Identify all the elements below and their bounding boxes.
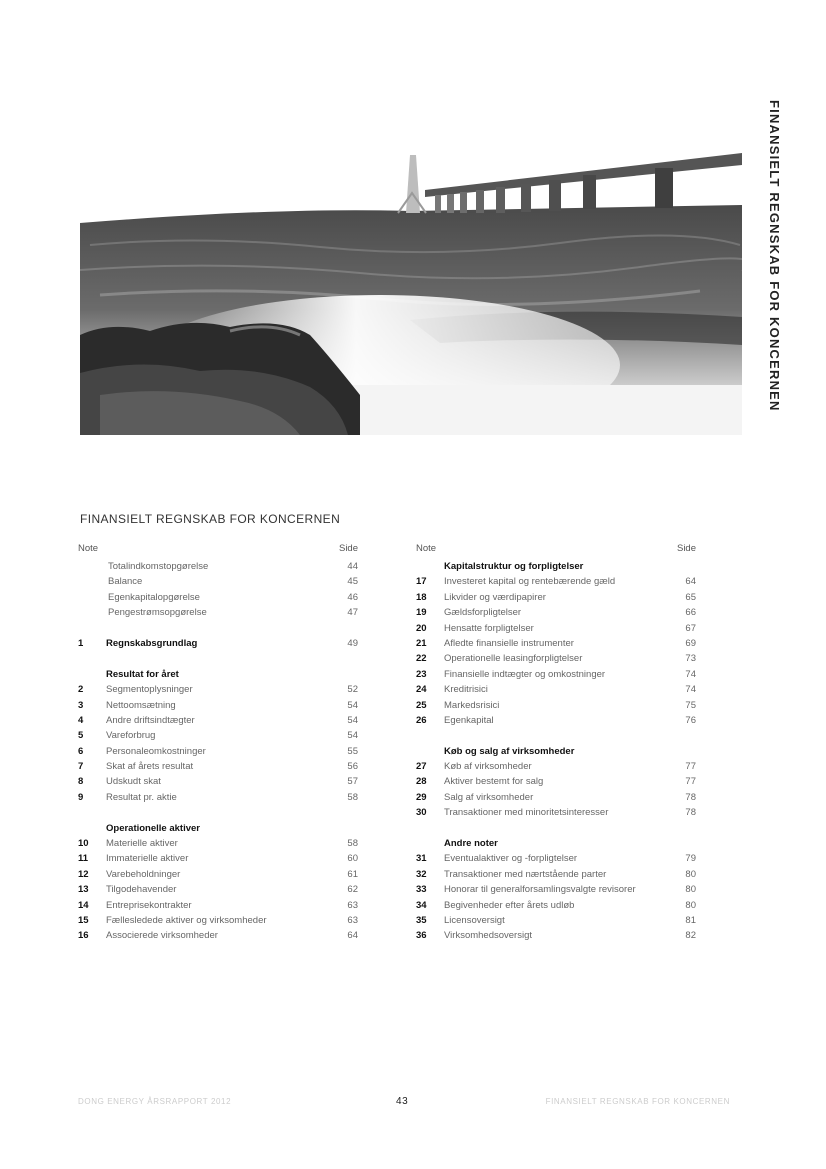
toc-section-heading [78,636,358,651]
page-number: 75 [685,699,696,711]
toc-entry [416,790,696,805]
toc-entry [78,590,358,605]
note-number: 21 [416,637,427,649]
entry-label: Virksomhedsoversigt [444,930,533,942]
note-number: 27 [416,761,427,773]
toc-entry [78,728,358,743]
page-number: 63 [347,914,358,926]
entry-label: Aktiver bestemt for salg [444,776,544,788]
entry-label: Nettoomsætning [106,699,176,711]
toc-column-right [416,543,696,944]
page-number: 45 [347,576,358,588]
toc-entry [78,759,358,774]
entry-label: Associerede virksomheder [106,930,218,942]
toc-entry [416,713,696,728]
toc-section-heading [78,667,358,682]
toc-entry [416,882,696,897]
toc-entry [416,621,696,636]
entry-label: Operationelle leasingforpligtelser [444,653,583,665]
toc-entry [416,636,696,651]
note-number: 24 [416,684,427,696]
footer-section-title: FINANSIELT REGNSKAB FOR KONCERNEN [545,1097,730,1106]
note-header: Note [78,543,99,554]
page-number: 78 [685,807,696,819]
entry-label: Materielle aktiver [106,838,178,850]
note-number: 19 [416,607,427,619]
note-number: 17 [416,576,427,588]
entry-label: Transaktioner med nærtstående parter [444,868,607,880]
page-number: 64 [685,576,696,588]
toc-entry [78,559,358,574]
page-number: 65 [685,591,696,603]
note-number: 10 [78,838,89,850]
note-number: 28 [416,776,427,788]
page-header: Side [338,543,358,554]
toc-entry [78,836,358,851]
toc-entry [78,774,358,789]
page-number: 76 [685,714,696,726]
page-number: 54 [347,730,358,742]
toc-entry [78,851,358,866]
toc-entry [416,682,696,697]
column-header [416,543,696,559]
column-header [78,543,358,559]
entry-label: Personaleomkostninger [106,745,206,757]
page-number: 63 [347,899,358,911]
page-number: 80 [685,899,696,911]
page-number: 73 [685,653,696,665]
toc-entry [78,698,358,713]
page-number: 49 [347,637,358,649]
entry-label: Resultat pr. aktie [106,791,177,803]
entry-label: Finansielle indtægter og omkostninger [444,668,606,680]
entry-label: Resultat for året [106,668,179,680]
page-number: 80 [685,884,696,896]
entry-label: Køb af virksomheder [444,761,532,773]
entry-label: Licensoversigt [444,914,505,926]
note-number: 7 [78,761,84,773]
page-number: 64 [347,930,358,942]
page-number: 82 [685,930,696,942]
toc-entry [78,882,358,897]
page-number: 77 [685,776,696,788]
page-number: 54 [347,714,358,726]
note-number: 32 [416,868,427,880]
note-number: 16 [78,930,89,942]
note-number: 6 [78,745,84,757]
note-header: Note [416,543,437,554]
note-number: 4 [78,714,84,726]
page-number: 81 [685,914,696,926]
toc-entry [416,867,696,882]
page-number: 69 [685,637,696,649]
toc-entry [416,913,696,928]
toc-entry [416,774,696,789]
toc-entry [78,790,358,805]
note-number: 1 [78,637,84,649]
note-number: 31 [416,853,427,865]
entry-label: Regnskabsgrundlag [106,637,198,649]
note-number: 36 [416,930,427,942]
page-number: 52 [347,684,358,696]
note-number: 11 [78,853,89,865]
note-number: 2 [78,684,84,696]
entry-label: Immaterielle aktiver [106,853,189,865]
page-number: 78 [685,791,696,803]
page-number: 62 [347,884,358,896]
note-number: 35 [416,914,427,926]
toc-entry [78,605,358,620]
entry-label: Eventualaktiver og -forpligtelser [444,853,578,865]
page-number: 74 [685,668,696,680]
entry-label: Andre noter [444,838,498,850]
entry-label: Likvider og værdipapirer [444,591,546,603]
note-number: 15 [78,914,89,926]
entry-label: Gældsforpligtelser [444,607,522,619]
note-number: 23 [416,668,427,680]
toc-spacer [78,621,358,636]
page-number: 54 [347,699,358,711]
page-number: 56 [347,761,358,773]
toc-entry [78,898,358,913]
toc-entry [416,651,696,666]
note-number: 9 [78,791,84,803]
entry-label: Operationelle aktiver [106,822,200,834]
note-number: 3 [78,699,84,711]
toc-entry [78,744,358,759]
toc-entry [78,913,358,928]
entry-label: Varebeholdninger [106,868,181,880]
note-number: 33 [416,884,427,896]
page-header: Side [676,543,696,554]
toc-entry [78,867,358,882]
footer-page-number: 43 [396,1096,409,1107]
note-number: 29 [416,791,427,803]
note-number: 20 [416,622,427,634]
note-number: 13 [78,884,89,896]
entry-label: Markedsrisici [444,699,500,711]
toc-section-heading [416,836,696,851]
entry-label: Skat af årets resultat [106,761,194,773]
entry-label: Udskudt skat [106,776,161,788]
note-number: 34 [416,899,427,911]
entry-label: Egenkapitalopgørelse [108,591,200,603]
toc-entry [416,805,696,820]
note-number: 22 [416,653,427,665]
page-number: 58 [347,838,358,850]
page-number: 47 [347,607,358,619]
note-number: 18 [416,591,427,603]
footer-report-title: DONG ENERGY ÅRSRAPPORT 2012 [78,1097,232,1106]
toc-entry [416,605,696,620]
entry-label: Andre driftsindtægter [106,714,195,726]
toc-section-heading [78,821,358,836]
entry-label: Entreprisekontrakter [106,899,192,911]
page-number: 58 [347,791,358,803]
toc-entry [416,898,696,913]
entry-label: Balance [108,576,143,588]
entry-label: Salg af virksomheder [444,791,534,803]
toc-entry [416,851,696,866]
toc-spacer [78,805,358,820]
toc-entry [416,590,696,605]
note-number: 5 [78,730,84,742]
entry-label: Investeret kapital og rentebærende gæld [444,576,616,588]
page-number: 61 [347,868,358,880]
page-number: 77 [685,761,696,773]
entry-label: Egenkapital [444,714,494,726]
entry-label: Kapitalstruktur og forpligtelser [444,561,584,572]
page-number: 79 [685,853,696,865]
entry-label: Vareforbrug [106,730,156,742]
toc-entry [78,928,358,943]
toc-section-heading [416,744,696,759]
toc-spacer [416,821,696,836]
page-number: 66 [685,607,696,619]
entry-label: Hensatte forpligtelser [444,622,534,634]
entry-label: Honorar til generalforsamlingsvalgte revisorer [444,884,636,896]
toc-spacer [416,728,696,743]
toc-entry [78,574,358,589]
entry-label: Segmentoplysninger [106,684,193,696]
toc-entry [416,698,696,713]
entry-label: Tilgodehavender [106,884,177,896]
entry-label: Afledte finansielle instrumenter [444,637,574,649]
toc-section-heading [416,559,696,574]
toc-entry [78,713,358,728]
toc-entry [416,667,696,682]
toc-heading: FINANSIELT REGNSKAB FOR KONCERNEN [80,512,341,526]
page-number: 67 [685,622,696,634]
toc-entry [78,682,358,697]
entry-label: Totalindkomstopgørelse [108,561,209,572]
bridge-sea-photo [80,95,742,435]
note-number: 8 [78,776,84,788]
toc-spacer [78,651,358,666]
vertical-section-title: FINANSIELT REGNSKAB FOR KONCERNEN [767,100,782,412]
page-number: 80 [685,868,696,880]
page-number: 60 [347,853,358,865]
note-number: 30 [416,807,427,819]
page-number: 46 [347,591,358,603]
toc-entry [416,574,696,589]
toc-entry [416,759,696,774]
page-number: 57 [347,776,358,788]
page-number: 44 [347,561,358,572]
page-number: 74 [685,684,696,696]
toc-entry [416,928,696,943]
entry-label: Transaktioner med minoritetsinteresser [444,807,609,819]
note-number: 14 [78,899,89,911]
note-number: 12 [78,868,89,880]
entry-label: Køb og salg af virksomheder [444,745,575,757]
page-number: 55 [347,745,358,757]
entry-label: Begivenheder efter årets udløb [444,899,575,911]
entry-label: Fællesledede aktiver og virksomheder [106,914,267,926]
note-number: 26 [416,714,427,726]
entry-label: Pengestrømsopgørelse [108,607,207,619]
note-number: 25 [416,699,427,711]
entry-label: Kreditrisici [444,684,488,696]
toc-column-left [78,543,358,944]
